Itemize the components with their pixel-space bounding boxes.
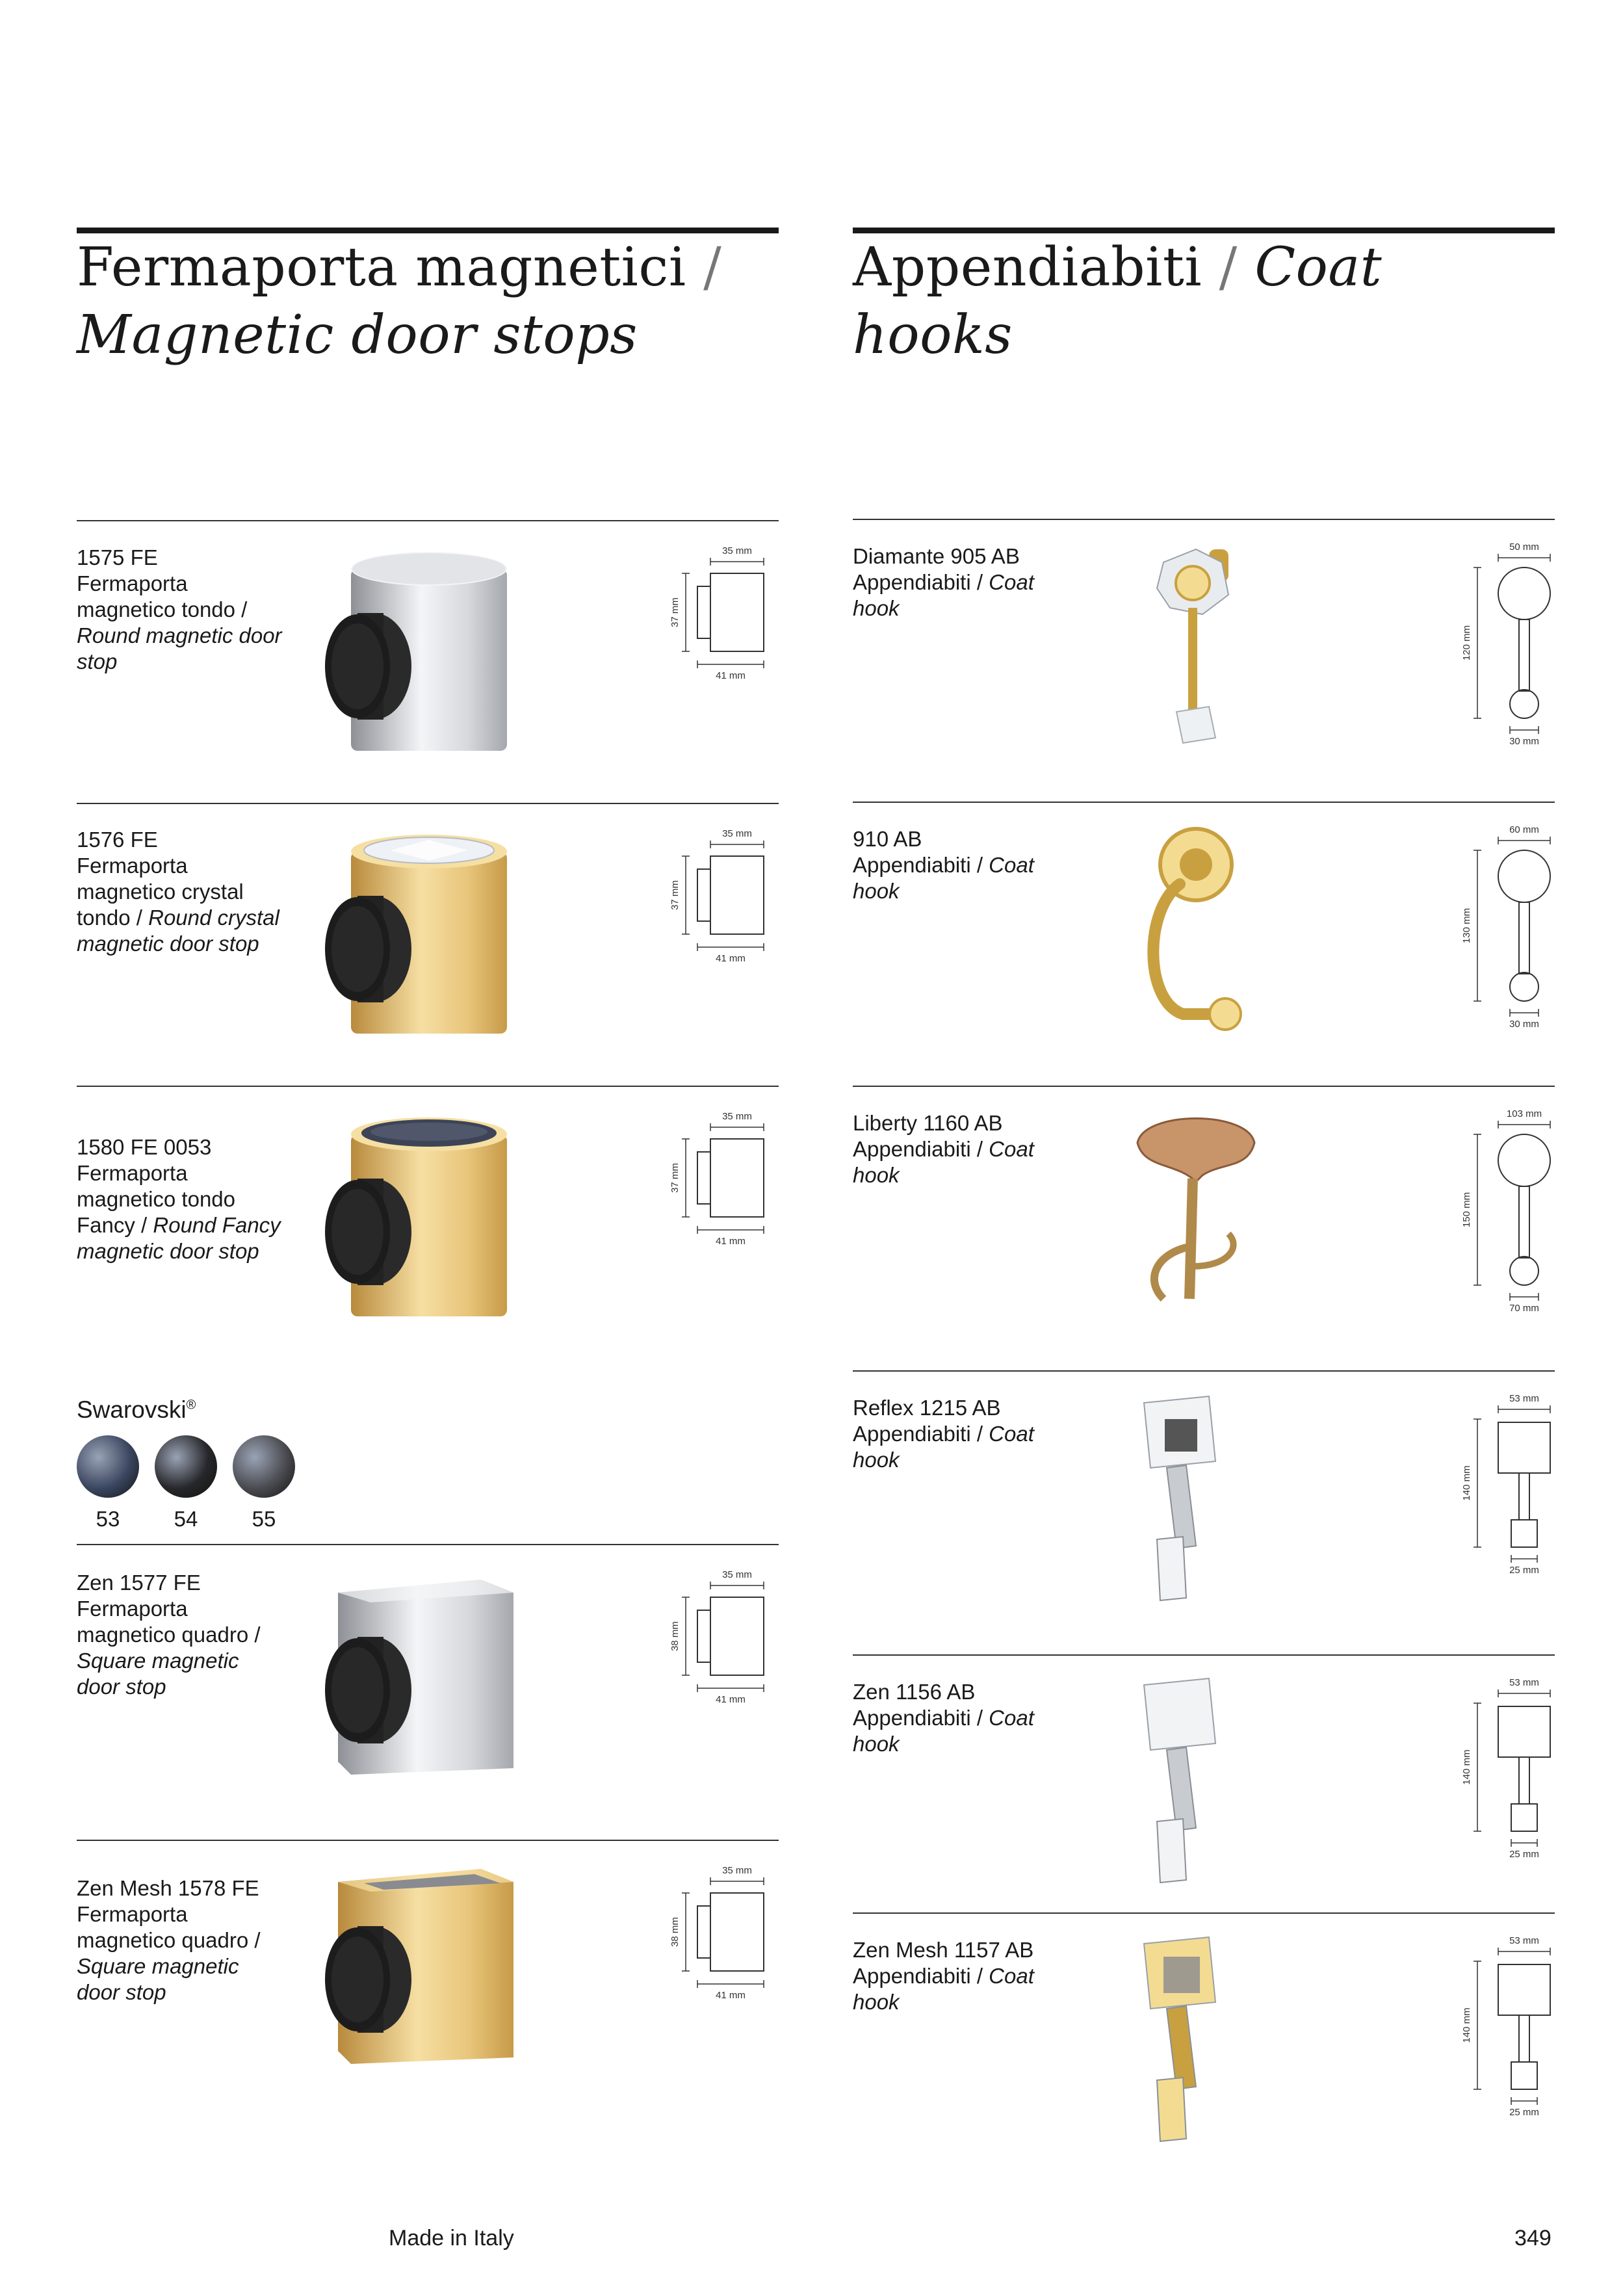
swatch-number: 55 bbox=[252, 1507, 276, 1531]
dimension-side-label: 120 mm bbox=[1461, 625, 1472, 661]
dimension-bottom-label: 41 mm bbox=[716, 953, 746, 964]
dimension-top-label: 35 mm bbox=[722, 828, 752, 839]
dimension-side-label: 37 mm bbox=[669, 880, 681, 910]
dimension-top-label: 53 mm bbox=[1509, 1393, 1539, 1404]
right-section-title bbox=[853, 234, 1555, 369]
coat-hook-photo bbox=[1118, 1390, 1274, 1624]
dimension-drawing bbox=[1453, 538, 1563, 746]
product-description bbox=[853, 1110, 1061, 1188]
row-divider bbox=[77, 1544, 779, 1545]
product-code: Liberty 1160 AB bbox=[853, 1111, 1003, 1135]
product-code: 910 AB bbox=[853, 827, 922, 851]
row-divider bbox=[853, 1370, 1555, 1372]
product-description bbox=[77, 1134, 285, 1264]
description-separator: / bbox=[970, 853, 989, 877]
description-separator: / bbox=[970, 1137, 989, 1161]
dimension-drawing bbox=[1453, 1932, 1563, 2140]
product-code: 1575 FE bbox=[77, 545, 158, 569]
swatch-number: 53 bbox=[96, 1507, 120, 1531]
right-title-italian: Appendiabiti bbox=[853, 237, 1202, 298]
product-description bbox=[853, 826, 1061, 904]
color-swatch bbox=[155, 1435, 217, 1498]
dimension-top-label: 35 mm bbox=[722, 1111, 752, 1122]
right-title-separator: / bbox=[1202, 237, 1255, 298]
left-title-italian: Fermaporta magnetici bbox=[77, 237, 686, 298]
product-code: Zen Mesh 1578 FE bbox=[77, 1876, 259, 1900]
product-code: Zen Mesh 1157 AB bbox=[853, 1938, 1034, 1962]
made-in-italy: Made in Italy bbox=[389, 2226, 514, 2250]
description-italian: Fermaporta magnetico quadro bbox=[77, 1597, 249, 1647]
dimension-top-label: 35 mm bbox=[722, 1569, 752, 1580]
description-english: Round crystal magnetic door stop bbox=[77, 906, 279, 956]
registered-mark: ® bbox=[186, 1398, 196, 1413]
description-english: Round Fancy magnetic door stop bbox=[77, 1213, 281, 1263]
dimension-bottom-label: 41 mm bbox=[716, 670, 746, 681]
swarovski-title bbox=[77, 1396, 196, 1424]
dimension-bottom-label: 25 mm bbox=[1509, 2107, 1539, 2118]
dimension-side-label: 150 mm bbox=[1461, 1192, 1472, 1228]
product-description bbox=[853, 543, 1061, 621]
dimension-bottom-label: 30 mm bbox=[1509, 736, 1539, 746]
dimension-side-label: 140 mm bbox=[1461, 2007, 1472, 2043]
product-code: Zen 1577 FE bbox=[77, 1571, 201, 1595]
coat-hook-photo bbox=[1118, 1104, 1274, 1338]
swatch-number: 54 bbox=[174, 1507, 198, 1531]
description-separator: / bbox=[235, 597, 248, 621]
description-italian: Appendiabiti bbox=[853, 1422, 971, 1446]
dimension-top-label: 50 mm bbox=[1509, 541, 1539, 553]
coat-hook-photo bbox=[1118, 1672, 1274, 1906]
description-separator: / bbox=[970, 1964, 989, 1988]
row-divider bbox=[853, 802, 1555, 803]
description-separator: / bbox=[970, 570, 989, 594]
door-stop-photo bbox=[312, 543, 533, 764]
dimension-drawing bbox=[660, 541, 770, 690]
dimension-side-label: 140 mm bbox=[1461, 1749, 1472, 1785]
description-italian: Appendiabiti bbox=[853, 1137, 971, 1161]
dimension-bottom-label: 25 mm bbox=[1509, 1565, 1539, 1576]
dimension-drawing bbox=[660, 1860, 770, 2010]
description-english: Coat hook bbox=[853, 1706, 1034, 1756]
color-swatch bbox=[233, 1435, 295, 1498]
description-separator: / bbox=[248, 1623, 261, 1647]
dimension-top-label: 35 mm bbox=[722, 545, 752, 556]
dimension-drawing bbox=[660, 824, 770, 973]
coat-hook-photo bbox=[1118, 819, 1274, 1053]
row-divider bbox=[853, 1912, 1555, 1914]
description-italian: Fermaporta magnetico crystal tondo bbox=[77, 854, 244, 930]
row-divider bbox=[853, 1654, 1555, 1656]
description-separator: / bbox=[248, 1928, 261, 1952]
product-description bbox=[853, 1937, 1061, 2015]
dimension-side-label: 37 mm bbox=[669, 1163, 681, 1193]
description-italian: Fermaporta magnetico quadro bbox=[77, 1902, 249, 1952]
description-separator: / bbox=[130, 906, 149, 930]
left-title-english: Magnetic door stops bbox=[77, 304, 638, 366]
door-stop-photo bbox=[312, 826, 533, 1047]
product-description bbox=[853, 1395, 1061, 1473]
dimension-side-label: 140 mm bbox=[1461, 1465, 1472, 1501]
row-divider bbox=[853, 519, 1555, 520]
dimension-bottom-label: 41 mm bbox=[716, 1990, 746, 2001]
description-english: Coat hook bbox=[853, 853, 1034, 903]
dimension-side-label: 38 mm bbox=[669, 1917, 681, 1947]
coat-hook-photo bbox=[1118, 536, 1274, 770]
description-italian: Appendiabiti bbox=[853, 570, 971, 594]
description-english: Coat hook bbox=[853, 1422, 1034, 1472]
product-code: Reflex 1215 AB bbox=[853, 1396, 1001, 1420]
product-code: 1580 FE 0053 bbox=[77, 1135, 212, 1159]
row-divider bbox=[77, 1086, 779, 1087]
door-stop-photo bbox=[312, 1108, 533, 1329]
description-separator: / bbox=[970, 1706, 989, 1730]
description-english: Square magnetic door stop bbox=[77, 1954, 239, 2004]
dimension-drawing bbox=[660, 1565, 770, 1714]
description-english: Coat hook bbox=[853, 1964, 1034, 2014]
description-italian: Appendiabiti bbox=[853, 1706, 971, 1730]
description-italian: Fermaporta magnetico tondo bbox=[77, 571, 236, 621]
description-english: Coat hook bbox=[853, 1137, 1034, 1187]
description-english: Coat hook bbox=[853, 570, 1034, 620]
row-divider bbox=[853, 1086, 1555, 1087]
dimension-top-label: 60 mm bbox=[1509, 824, 1539, 835]
dimension-bottom-label: 30 mm bbox=[1509, 1019, 1539, 1029]
description-english: Square magnetic door stop bbox=[77, 1649, 239, 1699]
dimension-drawing bbox=[1453, 1390, 1563, 1598]
dimension-drawing bbox=[1453, 1105, 1563, 1313]
dimension-side-label: 37 mm bbox=[669, 597, 681, 627]
right-title-english: Coat hooks bbox=[853, 237, 1383, 366]
dimension-bottom-label: 70 mm bbox=[1509, 1303, 1539, 1313]
dimension-side-label: 38 mm bbox=[669, 1621, 681, 1651]
left-heading-rule bbox=[77, 228, 779, 233]
dimension-drawing bbox=[1453, 821, 1563, 1029]
dimension-bottom-label: 41 mm bbox=[716, 1236, 746, 1247]
coat-hook-photo bbox=[1118, 1931, 1274, 2165]
door-stop-photo bbox=[312, 1856, 533, 2077]
swarovski-label: Swarovski bbox=[77, 1396, 187, 1423]
product-description bbox=[853, 1679, 1061, 1757]
row-divider bbox=[77, 520, 779, 521]
description-italian: Fermaporta magnetico tondo Fancy bbox=[77, 1161, 236, 1237]
description-italian: Appendiabiti bbox=[853, 853, 971, 877]
dimension-bottom-label: 41 mm bbox=[716, 1694, 746, 1705]
product-description bbox=[77, 1875, 285, 2005]
description-separator: / bbox=[135, 1213, 153, 1237]
dimension-drawing bbox=[1453, 1674, 1563, 1882]
left-title-separator: / bbox=[686, 237, 722, 298]
row-divider bbox=[77, 1840, 779, 1841]
dimension-top-label: 53 mm bbox=[1509, 1935, 1539, 1946]
product-description bbox=[77, 545, 285, 675]
page-number: 349 bbox=[1514, 2226, 1552, 2250]
description-english: Round magnetic door stop bbox=[77, 623, 282, 673]
dimension-top-label: 103 mm bbox=[1506, 1108, 1542, 1119]
description-separator: / bbox=[970, 1422, 989, 1446]
right-heading-rule bbox=[853, 228, 1555, 233]
description-italian: Appendiabiti bbox=[853, 1964, 971, 1988]
product-code: 1576 FE bbox=[77, 828, 158, 852]
dimension-side-label: 130 mm bbox=[1461, 907, 1472, 944]
dimension-top-label: 53 mm bbox=[1509, 1677, 1539, 1688]
door-stop-photo bbox=[312, 1567, 533, 1788]
dimension-drawing bbox=[660, 1106, 770, 1256]
dimension-top-label: 35 mm bbox=[722, 1865, 752, 1876]
color-swatch bbox=[77, 1435, 139, 1498]
dimension-bottom-label: 25 mm bbox=[1509, 1849, 1539, 1860]
row-divider bbox=[77, 803, 779, 804]
product-description bbox=[77, 827, 285, 957]
product-code: Diamante 905 AB bbox=[853, 544, 1020, 568]
product-description bbox=[77, 1570, 285, 1700]
product-code: Zen 1156 AB bbox=[853, 1680, 976, 1704]
left-section-title bbox=[77, 234, 779, 369]
